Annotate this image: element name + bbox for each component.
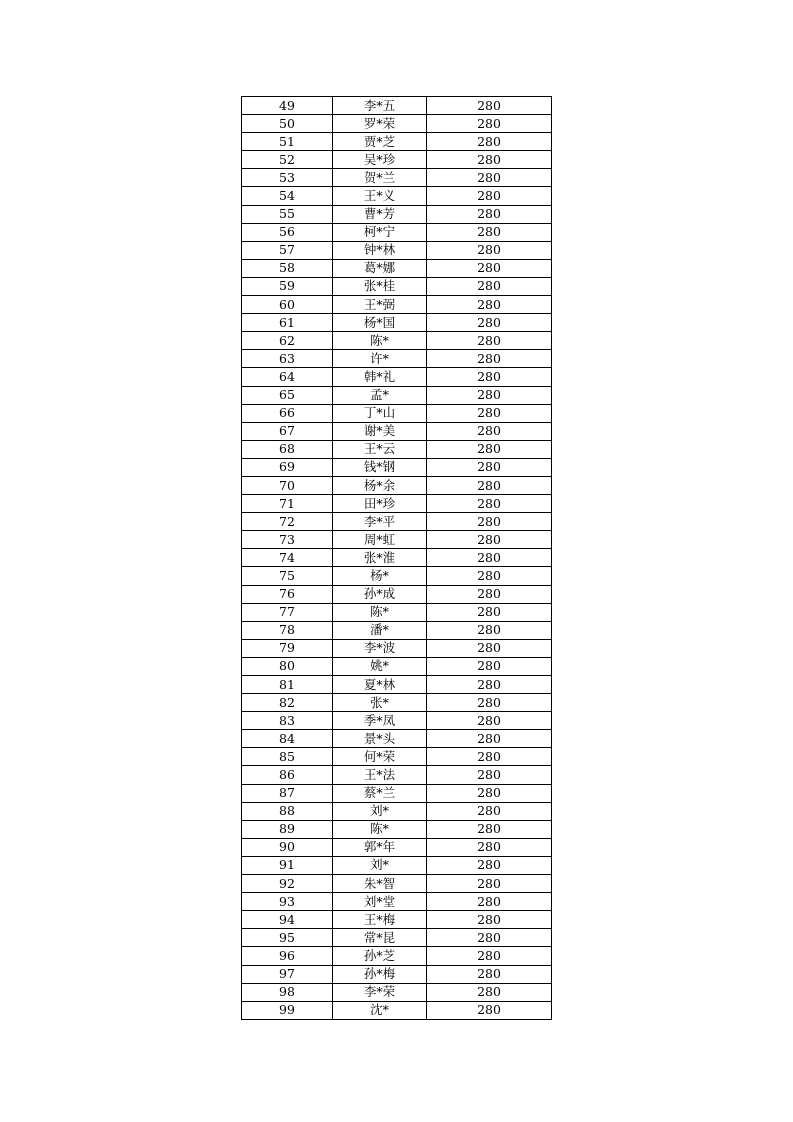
table-row [242, 676, 552, 694]
row-number-cell: 90 [242, 838, 333, 856]
amount-cell: 280 [427, 603, 552, 621]
amount-cell: 280 [427, 133, 552, 151]
row-number-cell: 74 [242, 549, 333, 567]
table-row [242, 621, 552, 639]
name-cell: 钟*林 [333, 241, 427, 259]
amount-cell: 280 [427, 169, 552, 187]
table-row [242, 169, 552, 187]
row-number-cell: 52 [242, 151, 333, 169]
table-row [242, 603, 552, 621]
amount-cell: 280 [427, 838, 552, 856]
name-cell: 丁*山 [333, 404, 427, 422]
name-cell: 韩*礼 [333, 368, 427, 386]
name-cell: 李*五 [333, 97, 427, 115]
name-cell: 杨* [333, 567, 427, 585]
name-cell: 吴*珍 [333, 151, 427, 169]
name-cell: 潘* [333, 621, 427, 639]
row-number-cell: 81 [242, 676, 333, 694]
row-number-cell: 86 [242, 766, 333, 784]
amount-cell: 280 [427, 748, 552, 766]
table-row [242, 1001, 552, 1019]
row-number-cell: 62 [242, 332, 333, 350]
amount-cell: 280 [427, 965, 552, 983]
row-number-cell: 89 [242, 820, 333, 838]
amount-cell: 280 [427, 259, 552, 277]
row-number-cell: 97 [242, 965, 333, 983]
name-cell: 何*荣 [333, 748, 427, 766]
roster-table [241, 96, 552, 1020]
name-cell: 田*珍 [333, 495, 427, 513]
amount-cell: 280 [427, 694, 552, 712]
table-row [242, 567, 552, 585]
name-cell: 李*荣 [333, 983, 427, 1001]
name-cell: 贺*兰 [333, 169, 427, 187]
name-cell: 王*梅 [333, 911, 427, 929]
name-cell: 沈* [333, 1001, 427, 1019]
row-number-cell: 57 [242, 241, 333, 259]
name-cell: 贾*芝 [333, 133, 427, 151]
amount-cell: 280 [427, 368, 552, 386]
row-number-cell: 72 [242, 513, 333, 531]
table-row [242, 820, 552, 838]
amount-cell: 280 [427, 1001, 552, 1019]
name-cell: 刘*堂 [333, 893, 427, 911]
table-row [242, 187, 552, 205]
amount-cell: 280 [427, 911, 552, 929]
amount-cell: 280 [427, 639, 552, 657]
name-cell: 陈* [333, 820, 427, 838]
name-cell: 孙*芝 [333, 947, 427, 965]
amount-cell: 280 [427, 332, 552, 350]
table-row [242, 730, 552, 748]
name-cell: 季*凤 [333, 712, 427, 730]
table-row [242, 838, 552, 856]
name-cell: 刘* [333, 802, 427, 820]
row-number-cell: 53 [242, 169, 333, 187]
amount-cell: 280 [427, 567, 552, 585]
name-cell: 周*虹 [333, 531, 427, 549]
row-number-cell: 99 [242, 1001, 333, 1019]
roster-table-body [242, 97, 552, 1020]
amount-cell: 280 [427, 314, 552, 332]
amount-cell: 280 [427, 296, 552, 314]
row-number-cell: 68 [242, 440, 333, 458]
amount-cell: 280 [427, 730, 552, 748]
table-row [242, 802, 552, 820]
name-cell: 柯*宁 [333, 223, 427, 241]
row-number-cell: 84 [242, 730, 333, 748]
amount-cell: 280 [427, 404, 552, 422]
name-cell: 张* [333, 694, 427, 712]
table-row [242, 476, 552, 494]
amount-cell: 280 [427, 223, 552, 241]
name-cell: 李*波 [333, 639, 427, 657]
table-row [242, 639, 552, 657]
name-cell: 姚* [333, 657, 427, 675]
amount-cell: 280 [427, 115, 552, 133]
amount-cell: 280 [427, 802, 552, 820]
table-row [242, 784, 552, 802]
amount-cell: 280 [427, 187, 552, 205]
amount-cell: 280 [427, 929, 552, 947]
name-cell: 张*淮 [333, 549, 427, 567]
row-number-cell: 58 [242, 259, 333, 277]
row-number-cell: 73 [242, 531, 333, 549]
amount-cell: 280 [427, 875, 552, 893]
amount-cell: 280 [427, 440, 552, 458]
name-cell: 曹*芳 [333, 205, 427, 223]
amount-cell: 280 [427, 531, 552, 549]
name-cell: 杨*国 [333, 314, 427, 332]
row-number-cell: 61 [242, 314, 333, 332]
amount-cell: 280 [427, 947, 552, 965]
name-cell: 孙*成 [333, 585, 427, 603]
table-row [242, 97, 552, 115]
table-row [242, 350, 552, 368]
amount-cell: 280 [427, 820, 552, 838]
row-number-cell: 75 [242, 567, 333, 585]
row-number-cell: 50 [242, 115, 333, 133]
row-number-cell: 80 [242, 657, 333, 675]
amount-cell: 280 [427, 549, 552, 567]
name-cell: 罗*荣 [333, 115, 427, 133]
amount-cell: 280 [427, 151, 552, 169]
name-cell: 杨*余 [333, 476, 427, 494]
amount-cell: 280 [427, 241, 552, 259]
row-number-cell: 95 [242, 929, 333, 947]
amount-cell: 280 [427, 386, 552, 404]
row-number-cell: 65 [242, 386, 333, 404]
row-number-cell: 93 [242, 893, 333, 911]
name-cell: 王*云 [333, 440, 427, 458]
name-cell: 常*昆 [333, 929, 427, 947]
name-cell: 葛*娜 [333, 259, 427, 277]
table-row [242, 205, 552, 223]
table-row [242, 296, 552, 314]
table-row [242, 766, 552, 784]
table-row [242, 440, 552, 458]
amount-cell: 280 [427, 458, 552, 476]
table-row [242, 259, 552, 277]
table-row [242, 911, 552, 929]
table-row [242, 549, 552, 567]
table-row [242, 983, 552, 1001]
table-row [242, 133, 552, 151]
table-row [242, 947, 552, 965]
table-row [242, 875, 552, 893]
row-number-cell: 54 [242, 187, 333, 205]
row-number-cell: 98 [242, 983, 333, 1001]
name-cell: 景*头 [333, 730, 427, 748]
name-cell: 王*义 [333, 187, 427, 205]
row-number-cell: 70 [242, 476, 333, 494]
table-row [242, 241, 552, 259]
name-cell: 朱*智 [333, 875, 427, 893]
table-row [242, 368, 552, 386]
table-row [242, 694, 552, 712]
row-number-cell: 69 [242, 458, 333, 476]
row-number-cell: 66 [242, 404, 333, 422]
row-number-cell: 55 [242, 205, 333, 223]
table-row [242, 893, 552, 911]
row-number-cell: 59 [242, 277, 333, 295]
name-cell: 李*平 [333, 513, 427, 531]
amount-cell: 280 [427, 856, 552, 874]
table-row [242, 386, 552, 404]
table-row [242, 151, 552, 169]
amount-cell: 280 [427, 712, 552, 730]
row-number-cell: 82 [242, 694, 333, 712]
table-row [242, 458, 552, 476]
row-number-cell: 96 [242, 947, 333, 965]
table-row [242, 332, 552, 350]
table-row [242, 422, 552, 440]
row-number-cell: 60 [242, 296, 333, 314]
row-number-cell: 56 [242, 223, 333, 241]
row-number-cell: 76 [242, 585, 333, 603]
name-cell: 钱*钢 [333, 458, 427, 476]
name-cell: 陈* [333, 603, 427, 621]
name-cell: 谢*美 [333, 422, 427, 440]
table-row [242, 712, 552, 730]
table-row [242, 856, 552, 874]
amount-cell: 280 [427, 893, 552, 911]
table-row [242, 531, 552, 549]
row-number-cell: 78 [242, 621, 333, 639]
amount-cell: 280 [427, 983, 552, 1001]
amount-cell: 280 [427, 513, 552, 531]
row-number-cell: 87 [242, 784, 333, 802]
row-number-cell: 94 [242, 911, 333, 929]
table-row [242, 115, 552, 133]
table-row [242, 277, 552, 295]
row-number-cell: 63 [242, 350, 333, 368]
row-number-cell: 92 [242, 875, 333, 893]
name-cell: 孟* [333, 386, 427, 404]
amount-cell: 280 [427, 766, 552, 784]
table-row [242, 314, 552, 332]
amount-cell: 280 [427, 277, 552, 295]
amount-cell: 280 [427, 350, 552, 368]
amount-cell: 280 [427, 585, 552, 603]
name-cell: 陈* [333, 332, 427, 350]
name-cell: 刘* [333, 856, 427, 874]
row-number-cell: 67 [242, 422, 333, 440]
amount-cell: 280 [427, 97, 552, 115]
row-number-cell: 91 [242, 856, 333, 874]
table-row [242, 495, 552, 513]
row-number-cell: 83 [242, 712, 333, 730]
name-cell: 许* [333, 350, 427, 368]
amount-cell: 280 [427, 495, 552, 513]
amount-cell: 280 [427, 657, 552, 675]
name-cell: 孙*梅 [333, 965, 427, 983]
amount-cell: 280 [427, 784, 552, 802]
row-number-cell: 79 [242, 639, 333, 657]
row-number-cell: 88 [242, 802, 333, 820]
row-number-cell: 71 [242, 495, 333, 513]
amount-cell: 280 [427, 422, 552, 440]
amount-cell: 280 [427, 476, 552, 494]
table-row [242, 585, 552, 603]
name-cell: 王*法 [333, 766, 427, 784]
row-number-cell: 64 [242, 368, 333, 386]
name-cell: 郭*年 [333, 838, 427, 856]
name-cell: 王*弼 [333, 296, 427, 314]
row-number-cell: 49 [242, 97, 333, 115]
name-cell: 夏*林 [333, 676, 427, 694]
name-cell: 蔡*兰 [333, 784, 427, 802]
row-number-cell: 51 [242, 133, 333, 151]
table-row [242, 657, 552, 675]
row-number-cell: 85 [242, 748, 333, 766]
name-cell: 张*桂 [333, 277, 427, 295]
amount-cell: 280 [427, 621, 552, 639]
table-row [242, 404, 552, 422]
table-row [242, 748, 552, 766]
row-number-cell: 77 [242, 603, 333, 621]
table-row [242, 513, 552, 531]
amount-cell: 280 [427, 205, 552, 223]
table-row [242, 965, 552, 983]
table-row [242, 223, 552, 241]
table-row [242, 929, 552, 947]
amount-cell: 280 [427, 676, 552, 694]
